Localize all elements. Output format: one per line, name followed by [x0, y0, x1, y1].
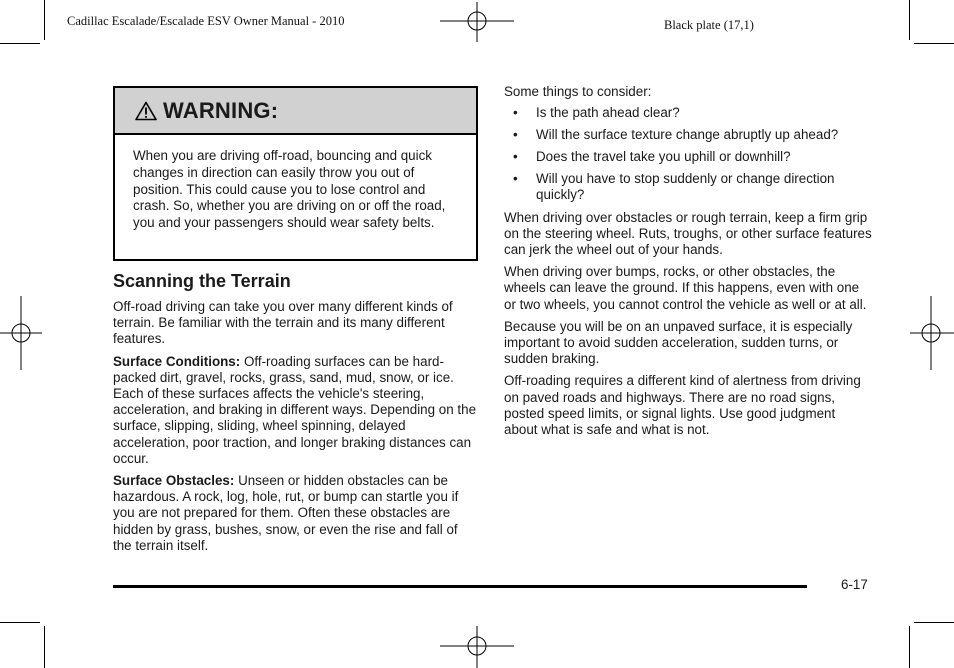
registration-mark-top [440, 2, 514, 42]
warning-title: WARNING: [163, 97, 279, 123]
warning-body: When you are driving off-road, bouncing and quick changes in direction can easily throw you out of position. This could cause you to lose control and crash. So, whether you are driving on or off the road, you and your passengers should wear safety belts. [133, 148, 446, 231]
warning-box [113, 86, 478, 261]
list-item: • Does the travel take you uphill or downhill? [504, 149, 872, 165]
footer-rule [113, 585, 807, 588]
list-item: • Is the path ahead clear? [504, 105, 872, 121]
surface-conditions-text: Off-roading surfaces can be hard-packed dirt, gravel, rocks, grass, sand, mud, snow, or ice. Each of these surfaces affects the vehicle's steering, acceleration, and braking in different ways. Depending on the surface, slipping, sliding, wheel spinning, delayed acceleration, poor traction, and longer braking distances can occur. [113, 353, 477, 466]
intro-paragraph: Off-road driving can take you over many different kinds of terrain. Be familiar with the terrain and its many different features. [113, 299, 453, 347]
section-title: Scanning the Terrain [113, 271, 291, 291]
considerations-intro: Some things to consider: [504, 84, 652, 99]
list-item: • Will you have to stop suddenly or change direction quickly? [504, 171, 872, 203]
page-number: 6-17 [841, 577, 868, 592]
plate-label: Black plate (17,1) [664, 18, 754, 32]
alertness-paragraph: Off-roading requires a different kind of alertness from driving on paved roads and highways. There are no road signs, posted speed limits, or signal lights. Use good judgment about what is safe and what is not. [504, 373, 861, 438]
surface-obstacles-text: Unseen or hidden obstacles can be hazardous. A rock, log, hole, rut, or bump can startle you if you are not prepared for them. Often these obstacles are hidden by grass, bushes, snow, or even the rise and fall of the terrain itself. [113, 473, 459, 553]
considerations-list [504, 105, 872, 203]
right-column [504, 84, 872, 444]
registration-mark-left [0, 296, 42, 370]
warning-header [115, 88, 476, 135]
manual-title: Cadillac Escalade/Escalade ESV Owner Manual - 2010 [67, 14, 345, 28]
grip-paragraph: When driving over obstacles or rough terrain, keep a firm grip on the steering wheel. Ruts, troughs, or other surface features can jerk the wheel out of your hands. [504, 209, 872, 258]
surface-obstacles-label: Surface Obstacles: [113, 473, 235, 489]
warning-triangle-icon [135, 101, 157, 121]
surface-conditions-label: Surface Conditions: [113, 353, 241, 369]
registration-mark-bottom [440, 626, 514, 668]
surface-conditions-paragraph [113, 354, 479, 467]
list-item: • Will the surface texture change abruptly up ahead? [504, 127, 872, 143]
unpaved-paragraph: Because you will be on an unpaved surface, it is especially important to avoid sudden acceleration, sudden turns, or sudden braking. [504, 318, 853, 367]
left-column [113, 299, 479, 560]
wheels-paragraph: When driving over bumps, rocks, or other obstacles, the wheels can leave the ground. If this happens, even with one or two wheels, you cannot control the vehicle as well or at all. [504, 264, 867, 312]
surface-obstacles-paragraph [113, 473, 479, 554]
registration-mark-right [910, 296, 954, 370]
